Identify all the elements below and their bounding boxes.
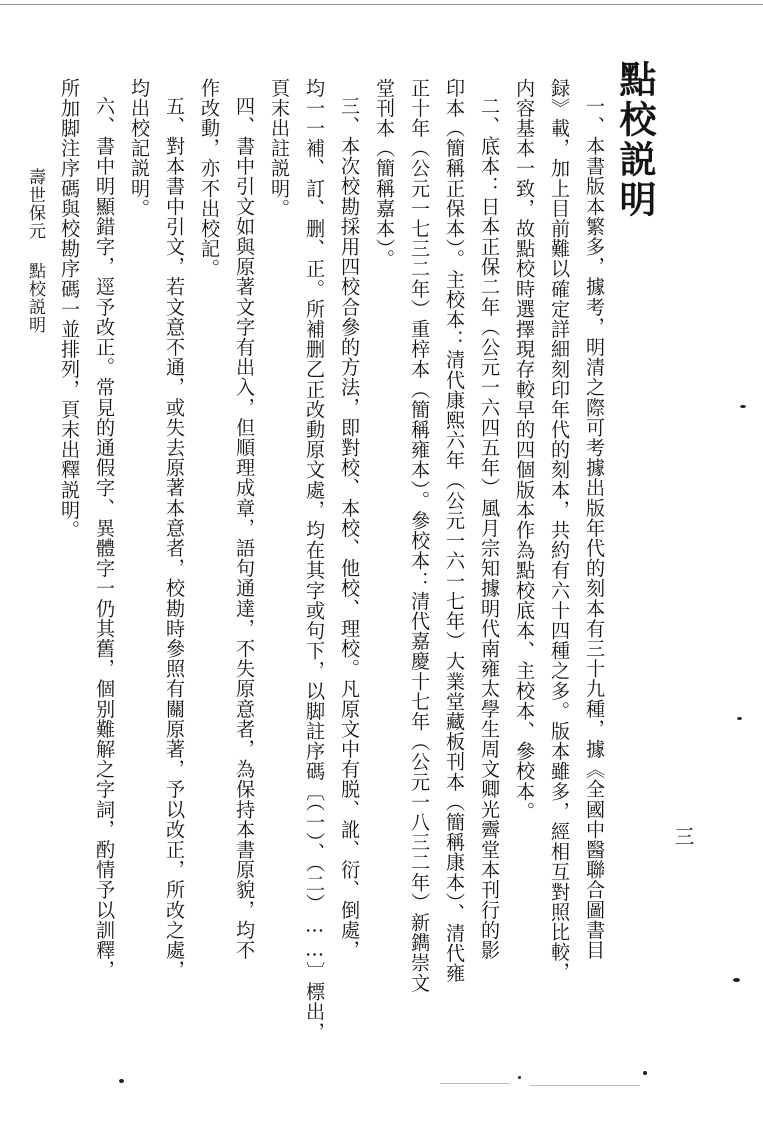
- scan-speck: [119, 1079, 124, 1083]
- text-column-8: 三、本次校勘採用四校合參的方法，即對校、本校、他校、理校。凡原文中有脱、訛、衍、倒處，: [338, 96, 362, 961]
- text-column-7: 堂刊本（簡稱嘉本）。: [373, 78, 397, 270]
- text-column-15: 六、書中明顯錯字，逕予改正。常見的通假字、異體字一仍其舊，個别難解之字詞，酌情予以訓釋，: [93, 96, 117, 981]
- scan-speck: [737, 717, 742, 720]
- scan-speck: [733, 978, 740, 982]
- scan-line: [440, 1083, 510, 1084]
- text-column-2: 録》載，加上目前難以確定詳細刻印年代的刻本，共約有六十四種之多。版本雖多，經相互對照比較，: [548, 78, 572, 983]
- text-column-3: 内容基本一致，故點校時選擇現存較早的四個版本作為點校底本、主校本、參校本。: [513, 78, 537, 822]
- scan-speck: [740, 405, 746, 408]
- text-column-6: 正十年（公元一七三二年）重梓本（簡稱雍本）。參校本：清代嘉慶十七年（公元一八三二年）新鐫崇文: [408, 78, 432, 994]
- top-border-line: [0, 4, 763, 5]
- page-title: 點校説明: [613, 60, 657, 220]
- text-column-12: 作改動，亦不出校記。: [198, 78, 222, 279]
- text-column-16: 所加脚注序碼與校勘序碼一並排列，頁末出釋説明。: [58, 78, 82, 541]
- text-column-5: 印本（簡稱正保本）。主校本：清代康熙六年（公元一六一七年）大業堂藏板刊本（簡稱康本）、清代雍: [443, 78, 467, 984]
- scan-speck: [518, 1076, 521, 1079]
- scan-line: [530, 1085, 640, 1086]
- text-column-14: 均出校記説明。: [128, 78, 152, 219]
- text-column-1: 一、本書版本繁多，據考，明清之際可考據出版年代的刻本有三十九種，據《全國中醫聯合圖書目: [583, 96, 607, 961]
- text-column-11: 四、書中引文如與原著文字有出入，但順理成章，語句通達，不失原意者，為保持本書原貌，均不: [233, 96, 257, 961]
- running-title: 壽世保元: [25, 168, 45, 240]
- running-header: [26, 168, 43, 334]
- page-number: 三: [671, 826, 695, 846]
- text-column-9: 均一一補、訂、删、正。所補删乙正改動原文處，均在其字或句下，以脚註序碼〔（一）、（二）……〕標出，: [303, 78, 327, 1043]
- text-column-4: 二、底本：日本正保二年（公元一六四五年）風月宗知據明代南雍太學生周文卿光霽堂本刊行的影: [478, 96, 502, 961]
- running-section: 點校説明: [25, 262, 45, 334]
- text-column-10: 頁末出註説明。: [268, 78, 292, 219]
- text-column-13: 五、對本書中引文，若文意不通，或失去原著本意者，校勘時參照有關原著，予以改正，所改之處，: [163, 96, 187, 981]
- scan-speck: [643, 1071, 647, 1075]
